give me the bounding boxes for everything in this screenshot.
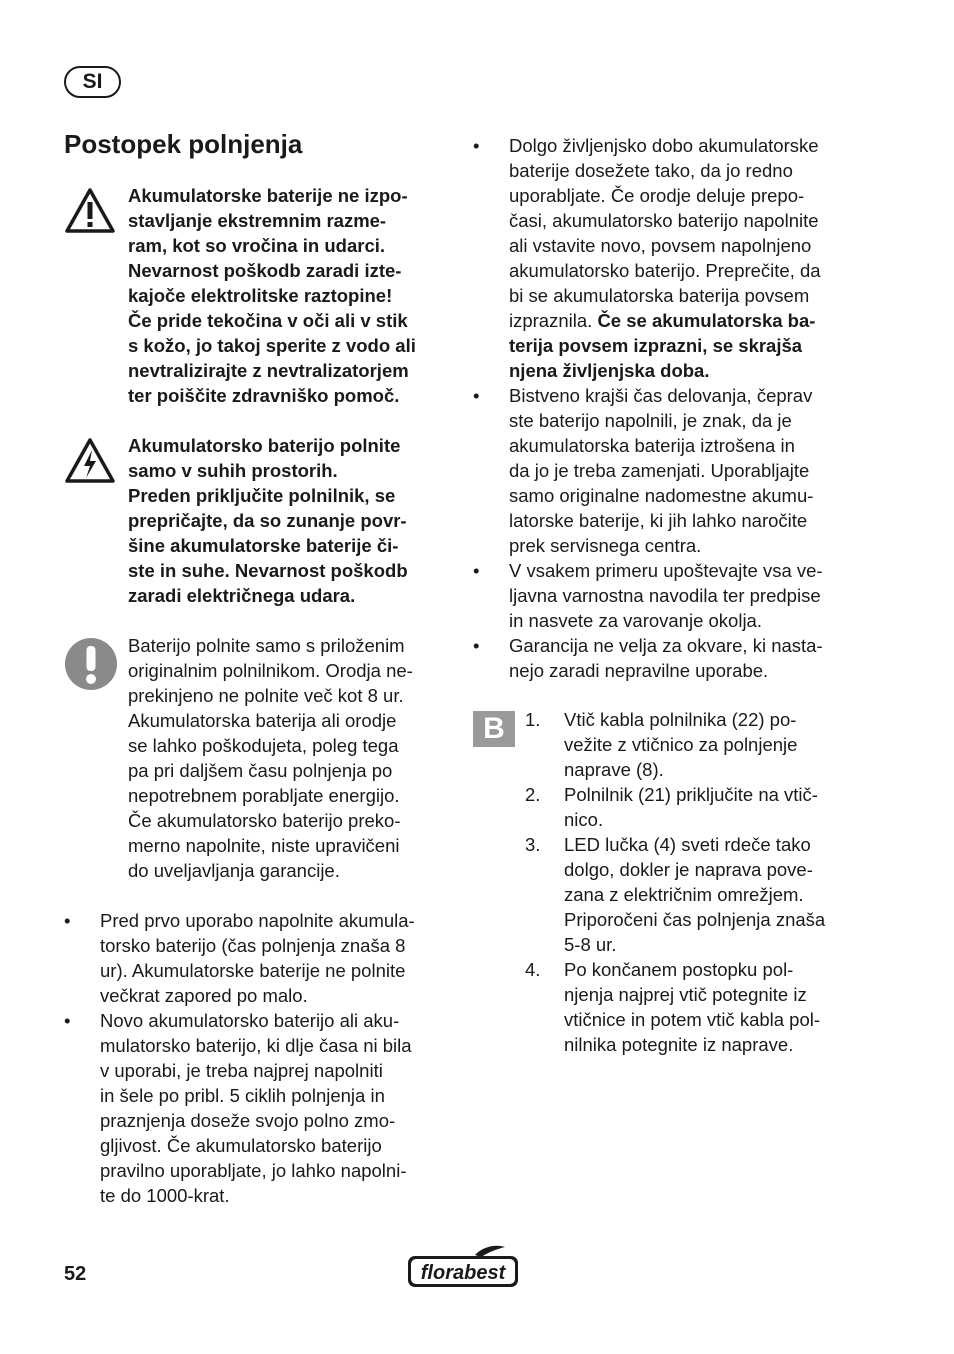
- figure-b-badge: B: [473, 711, 515, 747]
- step-item: [525, 782, 873, 832]
- step-item: [525, 957, 873, 1057]
- bullet-symbol: •: [473, 135, 480, 156]
- svg-text:florabest: florabest: [420, 1262, 506, 1284]
- step-number: 1.: [525, 709, 541, 730]
- list-item: [473, 633, 873, 683]
- steps-list: [525, 707, 873, 1057]
- right-bullet-list: [473, 133, 873, 683]
- warning-note-battery: [64, 183, 454, 408]
- step-item: [525, 832, 873, 957]
- list-item: [473, 558, 873, 633]
- left-column: [64, 183, 454, 1208]
- page-title: Postopek polnjenja: [64, 129, 303, 159]
- step-number: 3.: [525, 834, 541, 855]
- charging-steps: [473, 707, 873, 1057]
- list-item-text: [509, 133, 873, 383]
- list-item-emphasis: Če se akumulatorska ba- terija povsem izprazni, se skrajša njena življenjska doba.: [509, 310, 816, 381]
- list-item: [473, 383, 873, 558]
- right-column: [473, 133, 873, 1057]
- list-item-text: Garancija ne velja za okvare, ki nasta- nejo zaradi nepravilne uporabe.: [509, 635, 823, 681]
- step-item: [525, 707, 873, 782]
- list-item: [64, 908, 454, 1008]
- list-item-text: Pred prvo uporabo napolnite akumula- torsko baterijo (čas polnjenja znaša 8 ur). Akumulatorske baterije ne polnite večkrat zapored po malo.: [100, 910, 415, 1006]
- step-number: 4.: [525, 959, 541, 980]
- list-item-text: Novo akumulatorsko baterijo ali aku- mulatorsko baterijo, ki dlje časa ni bila v uporabi, je treba najprej napolniti in šele po pribl. 5 ciklih polnjenja in praznjenja doseže svojo polno zmo- gljivost. Če akumulatorsko baterijo pravilno uporabljate, jo lahko napolni- te do 1000-krat.: [100, 1010, 412, 1206]
- step-text: Polnilnik (21) priključite na vtič- nico.: [564, 784, 818, 830]
- bullet-symbol: •: [473, 635, 480, 656]
- florabest-logo: [405, 1244, 521, 1295]
- electric-hazard-icon: [64, 433, 128, 608]
- warning-text: Akumulatorske baterije ne izpo- stavljanje ekstremnim razme- ram, kot so vročina in udarci. Nevarnost poškodb zaradi izte- kajoče elektrolitske raztopine! Če pride tekočina v oči ali v stik s kožo, jo takoj sperite z vodo ali nevtralizirajte z nevtralizatorjem ter poiščite zdravniško pomoč.: [128, 185, 416, 406]
- list-item: [473, 133, 873, 383]
- exclamation-circle-icon: [64, 633, 128, 883]
- warning-triangle-icon: [64, 183, 128, 408]
- list-item-text: Bistveno krajši čas delovanja, čeprav ste baterijo napolnili, je znak, da je akumulatorska baterija iztrošena in da jo je treba zamenjati. Uporabljajte samo originalne nadomestne akumu- latorske baterije, ki jih lahko naročite prek servisnega centra.: [509, 385, 814, 556]
- list-item-text: V vsakem primeru upoštevajte vsa ve- ljavna varnostna navodila ter predpise in nasvete za varovanje okolja.: [509, 560, 823, 631]
- language-badge: SI: [64, 66, 121, 98]
- step-number: 2.: [525, 784, 541, 805]
- list-item-plain: Dolgo življenjsko dobo akumulatorske baterije dosežete tako, da jo redno uporabljate. Če orodje deluje prepo- časi, akumulatorsko baterijo napolnite ali vstavite novo, povsem napolnjeno akumulatorsko baterijo. Preprečite, da bi se akumulatorska baterija povsem izpraznila.: [509, 135, 821, 331]
- bullet-symbol: •: [473, 385, 480, 406]
- page-number: 52: [64, 1263, 87, 1285]
- left-bullet-list: [64, 908, 454, 1208]
- list-item: [64, 1008, 454, 1208]
- bullet-symbol: •: [473, 560, 480, 581]
- warning-text: Akumulatorsko baterijo polnite samo v suhih prostorih. Preden priključite polnilnik, se prepričajte, da so zunanje povr- šine akumulatorske baterije či- ste in suhe. Nevarnost poškodb zaradi električnega udara.: [128, 435, 408, 606]
- step-text: Po končanem postopku pol- njenja najprej vtič potegnite iz vtičnice in potem vtič kabla pol- nilnika potegnite iz naprave.: [564, 959, 821, 1055]
- bullet-symbol: •: [64, 910, 71, 931]
- step-text: LED lučka (4) sveti rdeče tako dolgo, dokler je naprava pove- zana z električnim omrežjem. Priporočeni čas polnjenja znaša 5-8 ur.: [564, 834, 826, 955]
- step-text: Vtič kabla polnilnika (22) po- vežite z vtičnico za polnjenje naprave (8).: [564, 709, 798, 780]
- info-text: Baterijo polnite samo s priloženim originalnim polnilnikom. Orodja ne- prekinjeno ne polnite več kot 8 ur. Akumulatorska baterija ali orodje se lahko poškodujeta, poleg tega pa pri daljšem času polnjenja po nepotrebnem porabljate energijo. Če akumulatorsko baterijo preko- merno napolnite, niste upravičeni do uveljavljanja garancije.: [128, 635, 413, 881]
- warning-note-electric: [64, 433, 454, 608]
- bullet-symbol: •: [64, 1010, 71, 1031]
- info-note-charger: [64, 633, 454, 883]
